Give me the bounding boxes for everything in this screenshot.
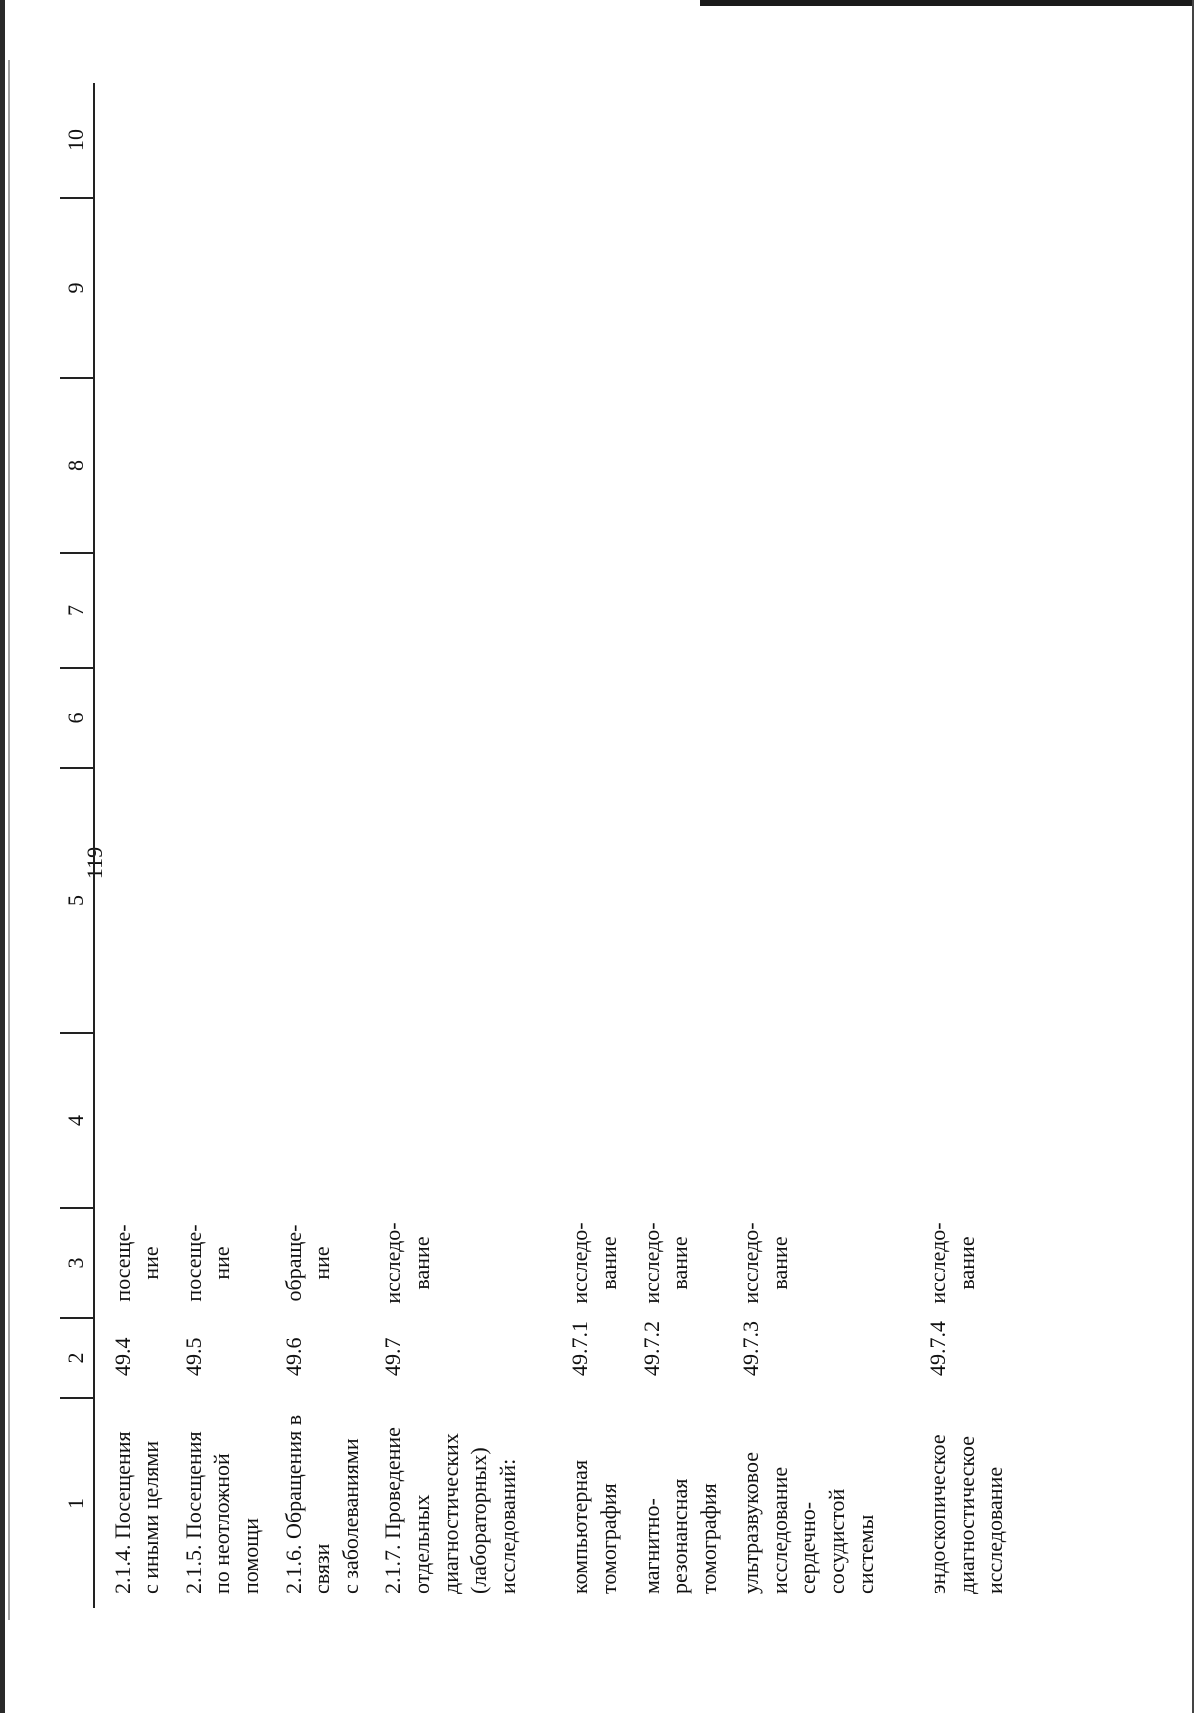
row-code: 49.7.2	[638, 1321, 664, 1376]
row-unit: исследо- вание	[738, 1222, 792, 1304]
row-name: ультразвуковое исследование сердечно-сосудистой системы	[738, 1451, 878, 1594]
table-row	[280, 83, 366, 1608]
page-number: 119	[82, 846, 107, 880]
row-code: 49.7.1	[567, 1321, 593, 1376]
table-row	[737, 83, 880, 1608]
row-unit: посеще- ние	[180, 1224, 235, 1302]
table-row	[180, 83, 266, 1608]
row-name: 2.1.5. Посещения по неотложной помощи	[180, 1431, 263, 1594]
table-row	[924, 83, 1010, 1608]
table-row	[638, 83, 724, 1608]
column-header-6: 6	[60, 668, 94, 768]
row-code: 49.7.4	[925, 1321, 951, 1376]
column-header-1: 1	[60, 1398, 94, 1608]
row-unit: посеще- ние	[109, 1224, 164, 1302]
row-code: 49.5	[180, 1337, 206, 1376]
table-row	[379, 83, 522, 1608]
column-header-4: 4	[60, 1033, 94, 1208]
column-header-8: 8	[60, 378, 94, 553]
row-code: 49.7.3	[738, 1321, 764, 1376]
row-code: 49.4	[109, 1337, 135, 1376]
row-code: 49.6	[280, 1337, 306, 1376]
row-name: компьютерная томография	[567, 1459, 621, 1594]
row-name: магнитно-резонансная томография	[638, 1478, 721, 1594]
row-name: эндоскопическое диагностическое исследование	[925, 1434, 1008, 1594]
table-row	[109, 83, 166, 1608]
row-code: 49.7	[380, 1337, 406, 1376]
row-unit: исследо- вание	[638, 1222, 693, 1304]
indicator-table	[60, 83, 1010, 1608]
header-row	[60, 83, 94, 1608]
column-header-9: 9	[60, 198, 94, 378]
table-row	[566, 83, 623, 1608]
column-header-7: 7	[60, 553, 94, 668]
row-unit: исследо- вание	[380, 1222, 434, 1304]
column-header-3: 3	[60, 1208, 94, 1318]
column-header-10: 10	[60, 83, 94, 198]
row-name: 2.1.6. Обращения в связи с заболеваниями	[280, 1414, 363, 1594]
column-header-5: 5	[60, 768, 94, 1033]
row-name: 2.1.7. Проведение отдельных диагностических (лабораторных) исследований:	[380, 1427, 520, 1594]
row-unit: исследо- вание	[925, 1222, 979, 1304]
row-unit: исследо- вание	[567, 1222, 621, 1304]
row-name: 2.1.4. Посещения с иными целями	[109, 1431, 164, 1594]
column-header-2: 2	[60, 1318, 94, 1398]
row-unit: обраще- ние	[280, 1224, 335, 1302]
